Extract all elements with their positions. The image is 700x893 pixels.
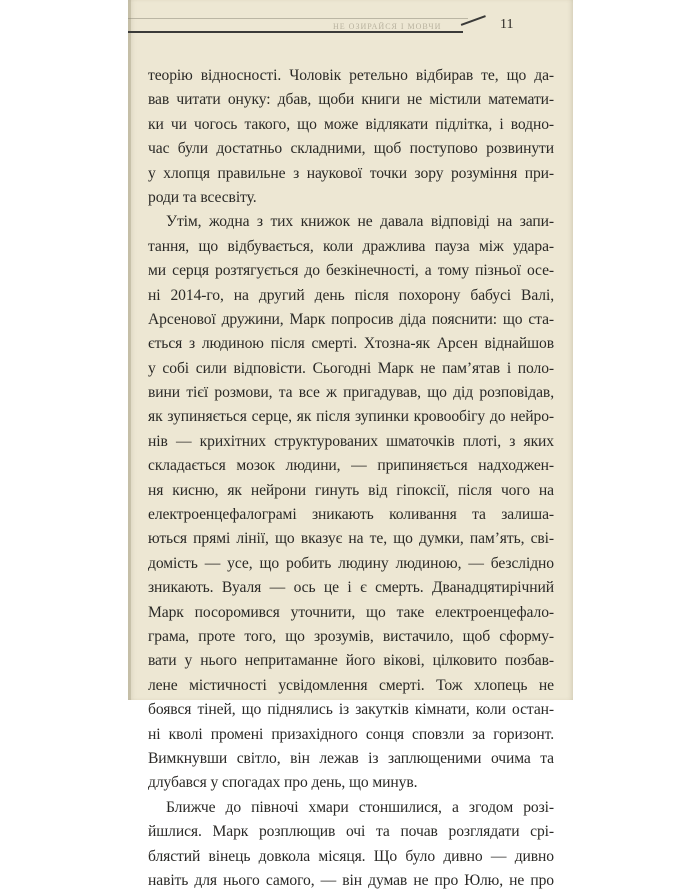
text-line: у собі сили відповісти. Сьогодні Марк не пам’ятав і поло- xyxy=(148,359,554,377)
text-line: ються прямі лінії, що вказує на те, що думки, пам’ять, сві- xyxy=(148,530,554,548)
body-text xyxy=(148,64,554,893)
text-line: роди та всесвіту. xyxy=(148,188,257,206)
page-spine-shadow xyxy=(128,0,131,700)
text-line: тання, що відбувається, коли дражлива пауза між удара- xyxy=(148,237,554,255)
text-line: теорію відносності. Чоловік ретельно відбирав те, що да- xyxy=(148,67,554,84)
header-rule xyxy=(128,31,463,33)
running-title: НЕ ОЗИРАЙСЯ І МОВЧИ xyxy=(333,22,442,31)
text-line: Арсенової дружини, Марк попросив діда пояснити: що ста- xyxy=(148,310,554,328)
text-line: домість — усе, що робить людину людиною, — безслідно xyxy=(148,554,554,572)
text-line: ні кволі промені призахідного сонця сповзли за горизонт. xyxy=(148,725,554,743)
text-line: ки чи чогось такого, що може відлякати підлітка, і водно- xyxy=(148,115,554,133)
text-line: електроенцефалограмі зникають коливання та залиша- xyxy=(148,506,554,524)
text-line: ми серця розтягується до безкінечності, а тому пізньої осе- xyxy=(148,262,554,280)
text-line: блястий вінець довкола місяця. Що було дивно — дивно xyxy=(148,847,554,865)
text-line: вини тієї розмови, та все ж пригадував, що дід розповідав, xyxy=(148,384,554,402)
text-line: у хлопця правильне з наукової точки зору розуміння при- xyxy=(148,164,554,182)
text-line: Утім, жодна з тих книжок не давала відповіді на запи- xyxy=(166,213,554,231)
book-page xyxy=(128,0,573,889)
text-line: час були достатньо складними, щоб поступово розвинути xyxy=(148,140,554,158)
header-rule-top xyxy=(128,18,468,19)
page-number: 11 xyxy=(500,17,514,32)
text-line: грама, проте того, що зрозумів, вистачило, щоб сформу- xyxy=(148,627,554,645)
text-line: боявся тіней, що піднялись із закутків кімнати, коли остан- xyxy=(148,701,554,719)
text-line: ня кисню, як нейрони гинуть від гіпоксії, після чого на xyxy=(148,481,554,499)
text-line: йшлися. Марк розплющив очі та почав розглядати срі- xyxy=(148,823,554,841)
text-line: як зупиняється серце, як після зупинки кровообігу до нейро- xyxy=(148,408,554,426)
text-line: навіть для нього самого, — він думав не про Юлю, не про xyxy=(148,871,554,889)
header-rule-end xyxy=(461,15,486,25)
text-line: вати у нього непритаманне його вікові, цілковито позбав- xyxy=(148,652,554,670)
text-line: Вимкнувши світло, він лежав із заплющеними очима та xyxy=(148,749,554,767)
text-line: ні 2014-го, на другий день після похорону бабусі Валі, xyxy=(148,286,554,304)
text-line: зникають. Вуаля — ось це і є смерть. Дванадцятирічний xyxy=(148,579,554,597)
text-line: длубався у спогадах про день, що минув. xyxy=(148,774,418,792)
text-line: ється з людиною після смерті. Хтозна-як Арсен віднайшов xyxy=(148,335,554,353)
text-line: Ближче до півночі хмари стоншилися, а згодом розі- xyxy=(166,798,554,816)
text-line: вав читати онуку: дбав, щоби книги не містили математи- xyxy=(148,91,554,109)
text-line: лене містичності усвідомлення смерті. Тож хлопець не xyxy=(148,676,554,694)
text-line: Марк посоромився уточнити, що таке електроенцефало- xyxy=(148,603,554,621)
text-line: нів — крихітних структурованих шматочків плоті, з яких xyxy=(148,432,554,450)
text-line: складається мозок людини, — припиняється надходжен- xyxy=(148,457,554,475)
